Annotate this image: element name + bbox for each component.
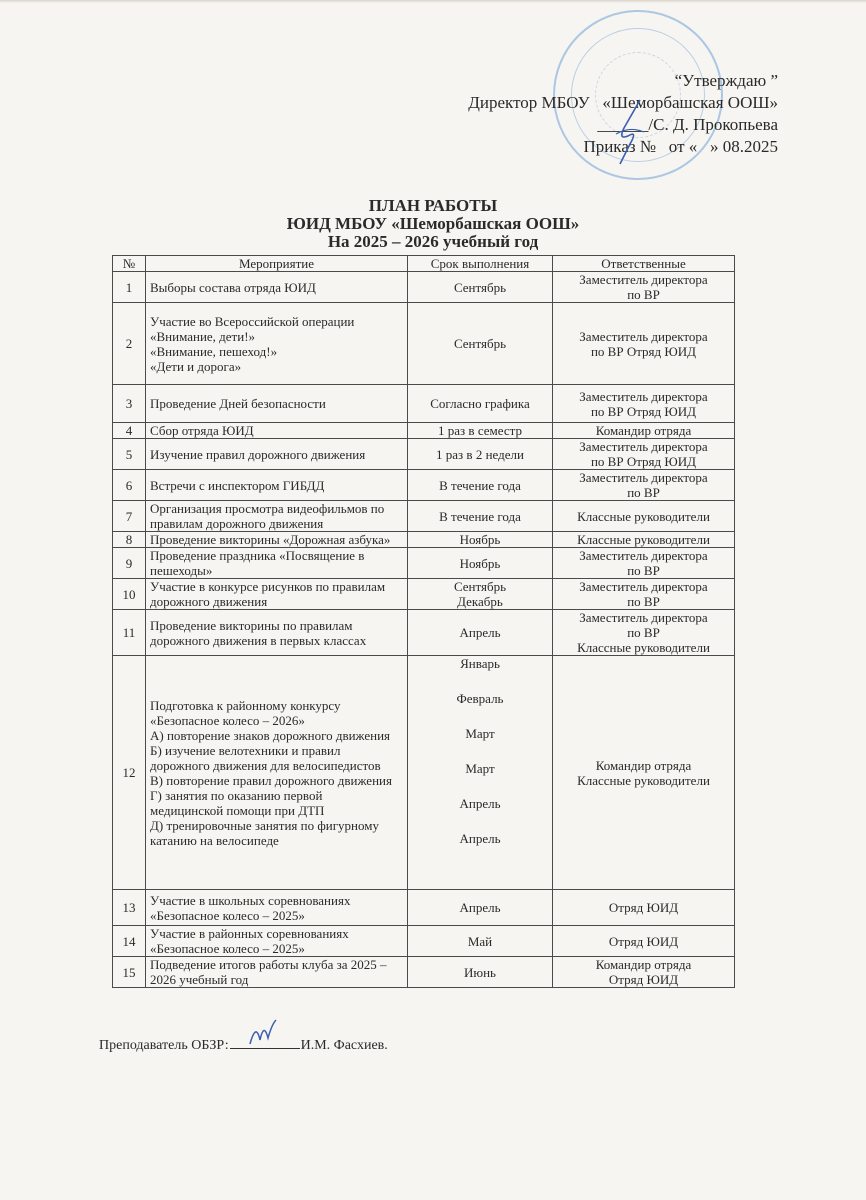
term-cell-line: Март [465, 761, 495, 776]
row-number: 6 [113, 470, 146, 501]
responsible-cell [553, 532, 735, 548]
responsible-cell-line: Заместитель директора [579, 272, 708, 287]
row-number: 8 [113, 532, 146, 548]
responsible-cell [553, 272, 735, 303]
event-cell-line: «Безопасное колесо – 2025» [150, 941, 305, 956]
responsible-cell-line: Командир отряда [595, 957, 692, 972]
table-row [113, 385, 735, 423]
table-row [113, 303, 735, 385]
term-cell-line: 1 раз в семестр [438, 423, 522, 438]
row-number: 5 [113, 439, 146, 470]
responsible-cell-line: Командир отряда [595, 423, 692, 438]
responsible-cell [553, 890, 735, 926]
director-signature-icon [610, 98, 650, 168]
table-row [113, 423, 735, 439]
event-cell-line: Участие в районных соревнованиях [150, 926, 349, 941]
header-responsible: Ответственные [553, 256, 735, 272]
term-cell [408, 470, 553, 501]
header-event: Мероприятие [146, 256, 408, 272]
event-cell-line: Б) изучение велотехники и правил [150, 742, 341, 758]
term-cell-line: Март [465, 726, 495, 741]
event-cell [146, 890, 408, 926]
term-cell-line: Май [467, 933, 493, 949]
term-cell [408, 890, 553, 926]
event-cell-line: Выборы состава отряда ЮИД [150, 279, 316, 295]
responsible-cell-line: Отряд ЮИД [608, 900, 679, 915]
event-cell [146, 548, 408, 579]
responsible-cell-line: Классные руководители [577, 532, 710, 547]
event-cell-line: Проведение викторины «Дорожная азбука» [150, 532, 391, 547]
term-cell-line: Согласно графика [430, 396, 530, 411]
responsible-cell [553, 656, 735, 890]
event-cell-line: Участие во Всероссийской операции [150, 313, 355, 329]
responsible-cell-line: по ВР [627, 287, 660, 302]
table-row [113, 610, 735, 656]
term-cell-line: Апрель [459, 831, 501, 846]
table-row [113, 548, 735, 579]
event-cell-line: А) повторение знаков дорожного движения [150, 727, 391, 743]
responsible-cell [553, 579, 735, 610]
table-row [113, 272, 735, 303]
responsible-cell-line: по ВР [627, 625, 660, 640]
term-cell-line: Февраль [456, 691, 504, 706]
event-cell-line: Подготовка к районному конкурсу [150, 697, 341, 713]
term-cell-line: Апрель [459, 625, 501, 640]
event-cell-line: Изучение правил дорожного движения [150, 446, 366, 462]
work-plan-table [112, 255, 735, 988]
term-cell-line: Апрель [459, 796, 501, 811]
term-cell [408, 272, 553, 303]
responsible-cell [553, 548, 735, 579]
event-cell-line: Участие в конкурсе рисунков по правилам [150, 579, 386, 594]
title-line-2: ЮИД МБОУ «Шеморбашская ООШ» [286, 214, 580, 233]
responsible-cell-line: Классные руководители [577, 640, 710, 655]
responsible-cell [553, 303, 735, 385]
responsible-cell-line: Заместитель директора [579, 388, 708, 404]
footer-name: И.М. Фасхиев. [300, 1038, 388, 1053]
event-cell-line: «Внимание, дети!» [150, 328, 256, 344]
responsible-cell-line: Заместитель директора [579, 548, 708, 563]
table-row [113, 579, 735, 610]
event-cell-line: «Дети и дорога» [150, 358, 242, 374]
responsible-cell-line: Классные руководители [577, 508, 710, 524]
event-cell [146, 303, 408, 385]
term-cell-line: Декабрь [457, 594, 503, 609]
event-cell-line: катанию на велосипеде [150, 832, 279, 848]
responsible-cell [553, 385, 735, 423]
responsible-cell-line: Заместитель директора [579, 328, 708, 344]
event-cell-line: Организация просмотра видеофильмов по [150, 501, 385, 516]
event-cell [146, 579, 408, 610]
row-number: 9 [113, 548, 146, 579]
event-cell-line: Г) занятия по оказанию первой [150, 787, 323, 803]
title-line-1: ПЛАН РАБОТЫ [368, 196, 498, 215]
term-cell [408, 957, 553, 988]
term-cell [408, 501, 553, 532]
title-line-3: На 2025 – 2026 учебный год [327, 232, 539, 251]
event-cell [146, 423, 408, 439]
responsible-cell-line: Заместитель директора [579, 439, 708, 454]
event-cell-line: Подведение итогов работы клуба за 2025 – [150, 957, 387, 972]
responsible-cell [553, 439, 735, 470]
responsible-cell-line: по ВР Отряд ЮИД [590, 343, 697, 359]
row-number: 15 [113, 957, 146, 988]
event-cell [146, 385, 408, 423]
row-number: 12 [113, 656, 146, 890]
document-title [0, 197, 866, 251]
approval-signer: ______/С. Д. Прокопьева [597, 115, 778, 134]
responsible-cell-line: по ВР [627, 563, 660, 578]
row-number: 4 [113, 423, 146, 439]
responsible-cell [553, 501, 735, 532]
header-term: Срок выполнения [408, 256, 553, 272]
header-number: № [113, 256, 146, 272]
term-cell-line: Ноябрь [459, 532, 501, 547]
term-cell-line: В течение года [439, 477, 521, 493]
term-cell-line: Июнь [464, 964, 496, 980]
row-number: 7 [113, 501, 146, 532]
table-row [113, 532, 735, 548]
table-row [113, 957, 735, 988]
event-cell [146, 439, 408, 470]
event-cell [146, 957, 408, 988]
responsible-cell [553, 957, 735, 988]
event-cell-line: Встречи с инспектором ГИБДД [150, 477, 325, 493]
approval-position: Директор МБОУ «Шеморбашская ООШ» [468, 93, 778, 112]
term-cell [408, 439, 553, 470]
table-row [113, 470, 735, 501]
table-header-row [113, 256, 735, 272]
event-cell-line: Проведение праздника «Посвящение в [150, 548, 365, 563]
event-cell-line: Д) тренировочные занятия по фигурному [150, 817, 379, 833]
responsible-cell-line: Заместитель директора [579, 470, 708, 485]
signature-line [230, 1036, 300, 1049]
term-cell-line: Сентябрь [453, 279, 507, 295]
term-cell [408, 548, 553, 579]
event-cell-line: дорожного движения для велосипедистов [150, 757, 381, 773]
event-cell-line: Участие в школьных соревнованиях [150, 892, 351, 908]
event-cell-line: «Безопасное колесо – 2025» [150, 907, 305, 923]
responsible-cell-line: по ВР [627, 594, 660, 609]
event-cell-line: дорожного движения [150, 594, 268, 609]
event-cell [146, 610, 408, 656]
event-cell [146, 501, 408, 532]
term-cell [408, 385, 553, 423]
event-cell-line: медицинской помощи при ДТП [150, 802, 325, 818]
term-cell-line: В течение года [439, 508, 521, 524]
event-cell-line: дорожного движения в первых классах [150, 632, 367, 648]
responsible-cell-line: Заместитель директора [579, 610, 708, 625]
responsible-cell [553, 470, 735, 501]
term-cell-line: Январь [460, 656, 500, 671]
term-cell-line: Сентябрь [453, 336, 507, 351]
event-cell [146, 656, 408, 890]
row-number: 13 [113, 890, 146, 926]
term-cell-line: 1 раз в 2 недели [436, 446, 524, 462]
row-number: 14 [113, 926, 146, 957]
approval-order: Приказ № от « » 08.2025 [583, 137, 778, 156]
term-cell [408, 656, 553, 890]
term-cell [408, 423, 553, 439]
term-cell [408, 303, 553, 385]
row-number: 11 [113, 610, 146, 656]
row-number: 10 [113, 579, 146, 610]
scan-edge [0, 0, 866, 3]
term-cell-line: Апрель [459, 900, 501, 915]
responsible-cell-line: по ВР [627, 485, 660, 500]
row-number: 2 [113, 303, 146, 385]
table-row [113, 926, 735, 957]
row-number: 3 [113, 385, 146, 423]
term-cell [408, 579, 553, 610]
row-number: 1 [113, 272, 146, 303]
responsible-cell [553, 610, 735, 656]
responsible-cell-line: Отряд ЮИД [608, 972, 679, 987]
responsible-cell-line: Отряд ЮИД [608, 933, 679, 949]
event-cell [146, 532, 408, 548]
event-cell-line: Сбор отряда ЮИД [150, 423, 254, 438]
approval-heading: “Утверждаю ” [674, 71, 778, 90]
term-cell [408, 610, 553, 656]
event-cell [146, 470, 408, 501]
responsible-cell-line: Командир отряда [595, 757, 692, 773]
term-cell-line: Сентябрь [453, 579, 507, 594]
responsible-cell [553, 423, 735, 439]
footer-signature [99, 1036, 388, 1054]
table-body [113, 272, 735, 988]
table-row [113, 656, 735, 890]
term-cell [408, 926, 553, 957]
responsible-cell-line: Заместитель директора [579, 579, 708, 594]
term-cell-line: Ноябрь [459, 555, 501, 571]
event-cell-line: правилам дорожного движения [150, 516, 324, 531]
teacher-signature-icon [242, 1018, 282, 1048]
table-row [113, 439, 735, 470]
footer-label: Преподаватель ОБЗР: [99, 1038, 229, 1053]
event-cell-line: Проведение Дней безопасности [150, 396, 326, 411]
term-cell [408, 532, 553, 548]
event-cell-line: «Безопасное колесо – 2026» [150, 712, 305, 728]
table-row [113, 501, 735, 532]
event-cell-line: В) повторение правил дорожного движения [150, 772, 392, 788]
event-cell-line: 2026 учебный год [150, 972, 249, 987]
event-cell [146, 272, 408, 303]
event-cell-line: Проведение викторины по правилам [150, 617, 353, 633]
responsible-cell-line: по ВР Отряд ЮИД [590, 454, 697, 469]
event-cell [146, 926, 408, 957]
responsible-cell [553, 926, 735, 957]
responsible-cell-line: Классные руководители [577, 772, 710, 788]
event-cell-line: «Внимание, пешеход!» [150, 343, 278, 359]
responsible-cell-line: по ВР Отряд ЮИД [590, 403, 697, 419]
table-row [113, 890, 735, 926]
event-cell-line: пешеходы» [150, 563, 213, 578]
